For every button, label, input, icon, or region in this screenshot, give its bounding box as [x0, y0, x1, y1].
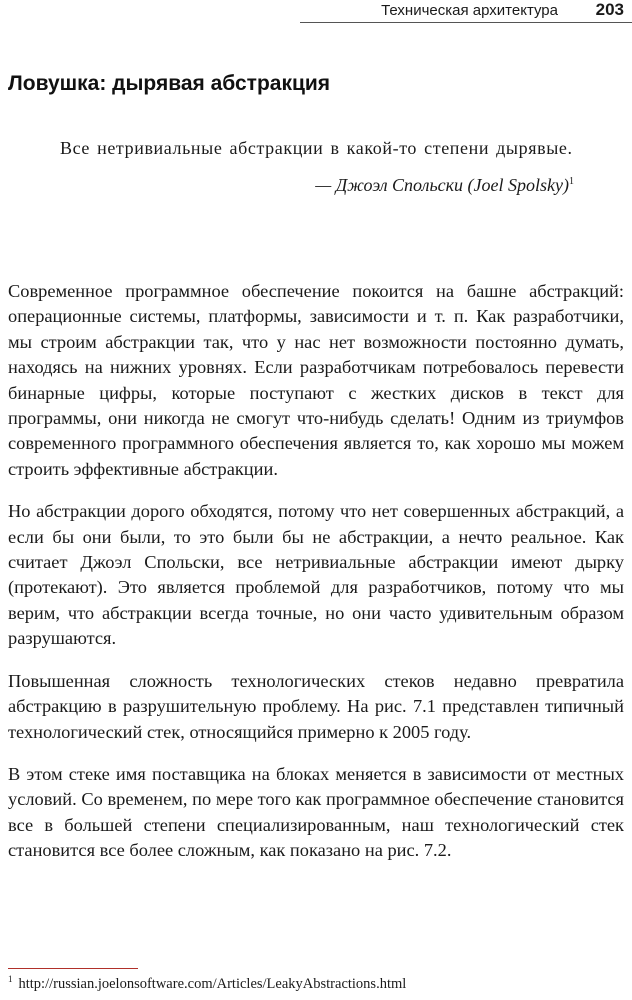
header-rule: [300, 22, 632, 23]
body-text: [8, 279, 624, 881]
paragraph-1: Современное программное обеспечение покоится на башне абстракций: операционные системы, платформы, зависимости и т. п. Как разработчики, мы строим абстракции так, что у нас нет возможности постоянно думать, находясь на нижних уровнях. Если разработчикам потребовалось перевести бинарные цифры, которые поступают с жестких дисков в текст для программы, они никогда не смогут что-нибудь сделать! Одним из триумфов современного программного обеспечения является то, как хорошо мы можем строить эффективные абстракции.: [8, 281, 624, 479]
section-heading: Ловушка: дырявая абстракция: [8, 72, 331, 95]
footnote-rule: [8, 968, 138, 969]
footnote-link[interactable]: http://russian.joelonsoftware.com/Articles/LeakyAbstractions.html: [18, 975, 407, 992]
epigraph-attribution: [60, 170, 580, 197]
page-number: 203: [595, 0, 624, 19]
footnote-reference[interactable]: 1: [569, 176, 574, 187]
footnote: [8, 974, 406, 993]
running-header-chapter-title: Техническая архитектура: [381, 2, 558, 19]
epigraph-quote: Все нетривиальные абстракции в какой-то степени дырявые.: [60, 138, 573, 158]
epigraph-author: — Джоэл Спольски (Joel Spolsky): [315, 175, 569, 195]
epigraph: [60, 136, 580, 197]
paragraph-3: Повышенная сложность технологических стеков недавно превратила абстракцию в разрушительную проблему. На рис. 7.1 представлен типичный технологический стек, относящийся примерно к 2005 году.: [8, 670, 624, 742]
running-header: [0, 0, 632, 20]
paragraph-4: В этом стеке имя поставщика на блоках меняется в зависимости от местных условий. Со временем, по мере того как программное обеспечение становится все в большей степени специализированным, наш технологический стек становится все более сложным, как показано на рис. 7.2.: [8, 763, 624, 861]
footnote-marker: 1: [8, 974, 13, 984]
paragraph-2: Но абстракции дорого обходятся, потому что нет совершенных абстракций, а если бы они были, то это были бы не абстракции, а нечто реальное. Как считает Джоэл Спольски, все нетривиальные абстракции имеют дырку (протекают). Это является проблемой для разработчиков, потому что мы верим, что абстракции всегда точные, но они часто удивительным образом разрушаются.: [8, 501, 624, 649]
